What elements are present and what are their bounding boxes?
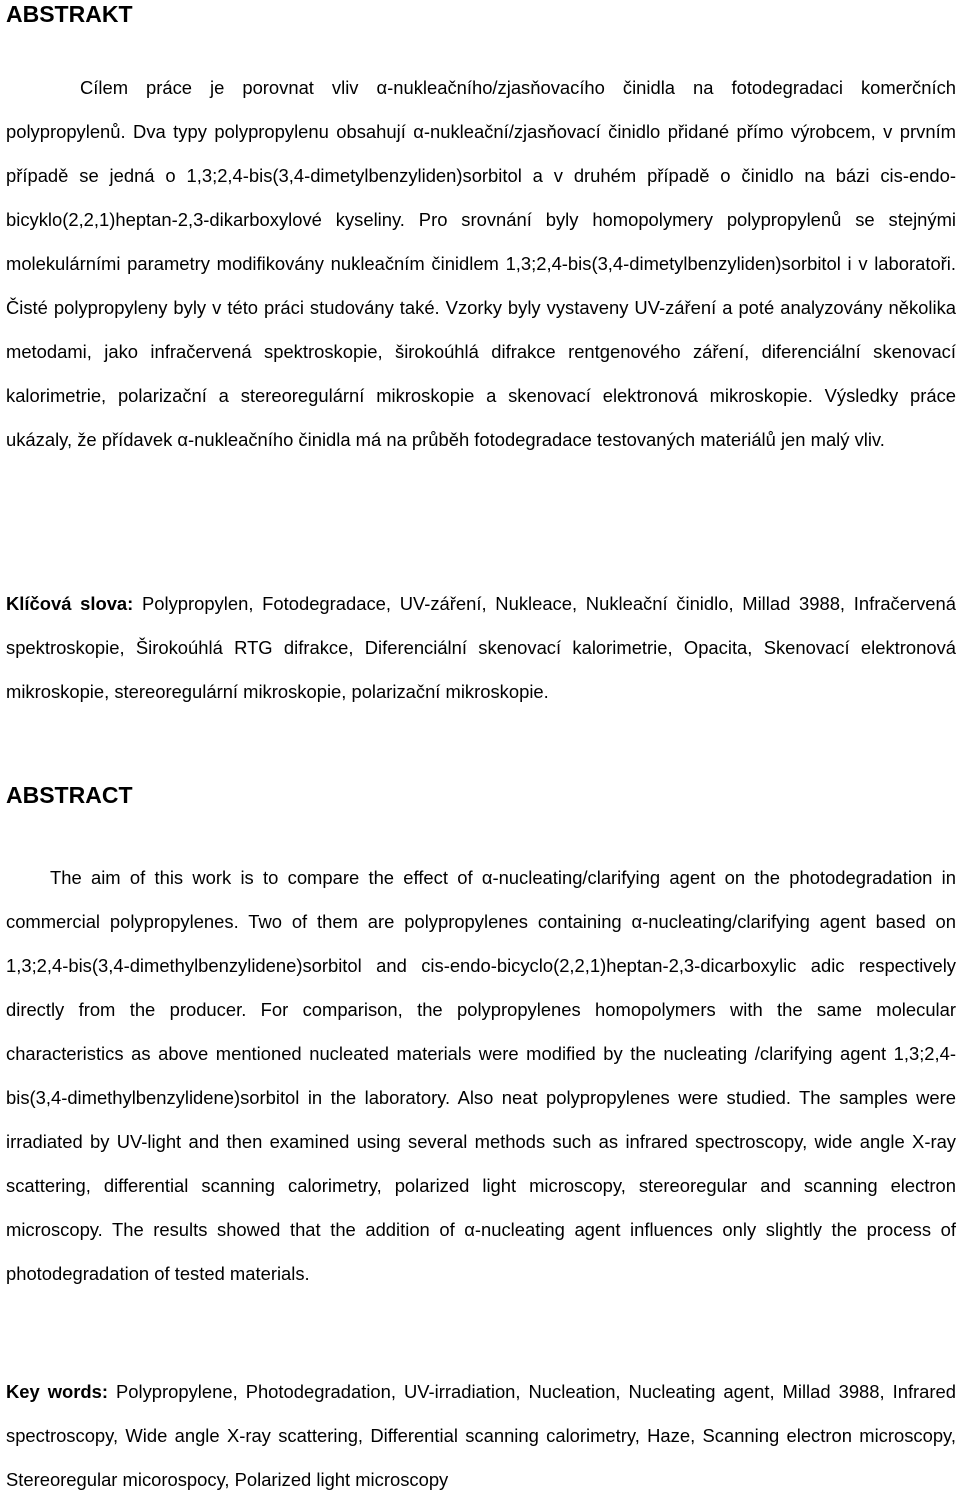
czech-keywords: [6, 582, 956, 714]
czech-keywords-list: Polypropylen, Fotodegradace, UV-záření, Nukleace, Nukleační činidlo, Millad 3988, Infračervená spektroskopie, Širokoúhlá RTG difrakce, Diferenciální skenovací kalorimetrie, Opacita, Skenovací elektronová mikroskopie, stereoregulární mikroskopie, polarizační mikroskopie.: [6, 593, 956, 702]
czech-abstract-heading: ABSTRAKT: [6, 1, 133, 27]
english-keywords-list: Polypropylene, Photodegradation, UV-irradiation, Nucleation, Nucleating agent, Millad 3988, Infrared spectroscopy, Wide angle X-ray scattering, Differential scanning calorimetry, Haze, Scanning electron microscopy, Stereoregular micorospocy, Polarized light microscopy: [6, 1381, 956, 1490]
czech-keywords-label: Klíčová slova:: [6, 593, 134, 614]
english-abstract-paragraph: The aim of this work is to compare the effect of α-nucleating/clarifying agent on the photodegradation in commercial polypropylenes. Two of them are polypropylenes containing α-nucleating/clarifying agent based on 1,3;2,4-bis(3,4-dimethylbenzylidene)sorbitol and cis-endo-bicyclo(2,2,1)heptan-2,3-dicarboxylic adic respectively directly from the producer. For comparison, the polypropylenes homopolymers with the same molecular characteristics as above mentioned nucleated materials were modified by the nucleating /clarifying agent 1,3;2,4-bis(3,4-dimethylbenzylidene)sorbitol in the laboratory. Also neat polypropylenes were studied. The samples were irradiated by UV-light and then examined using several methods such as infrared spectroscopy, wide angle X-ray scattering, differential scanning calorimetry, polarized light microscopy, stereoregular and scanning electron microscopy. The results showed that the addition of α-nucleating agent influences only slightly the process of photodegradation of tested materials.: [6, 867, 956, 1284]
english-keywords-label: Key words:: [6, 1381, 109, 1402]
english-abstract-heading: ABSTRACT: [6, 782, 133, 808]
english-keywords: [6, 1370, 956, 1502]
czech-abstract-paragraph: Cílem práce je porovnat vliv α-nukleačního/zjasňovacího činidla na fotodegradaci komerčních polypropylenů. Dva typy polypropylenu obsahují α-nukleační/zjasňovací činidlo přidané přímo výrobcem, v prvním případě se jedná o 1,3;2,4-bis(3,4-dimetylbenzyliden)sorbitol a v druhém případě o činidlo na bázi cis-endo-bicyklo(2,2,1)heptan-2,3-dikarboxylové kyseliny. Pro srovnání byly homopolymery polypropylenů se stejnými molekulárními parametry modifikovány nukleačním činidlem 1,3;2,4-bis(3,4-dimetylbenzyliden)sorbitol i v laboratoři. Čisté polypropyleny byly v této práci studovány také. Vzorky byly vystaveny UV-záření a poté analyzovány několika metodami, jako infračervená spektroskopie, širokoúhlá difrakce rentgenového záření, diferenciální skenovací kalorimetrie, polarizační a stereoregulární mikroskopie a skenovací elektronová mikroskopie. Výsledky práce ukázaly, že přídavek α-nukleačního činidla má na průběh fotodegradace testovaných materiálů jen malý vliv.: [6, 77, 956, 450]
